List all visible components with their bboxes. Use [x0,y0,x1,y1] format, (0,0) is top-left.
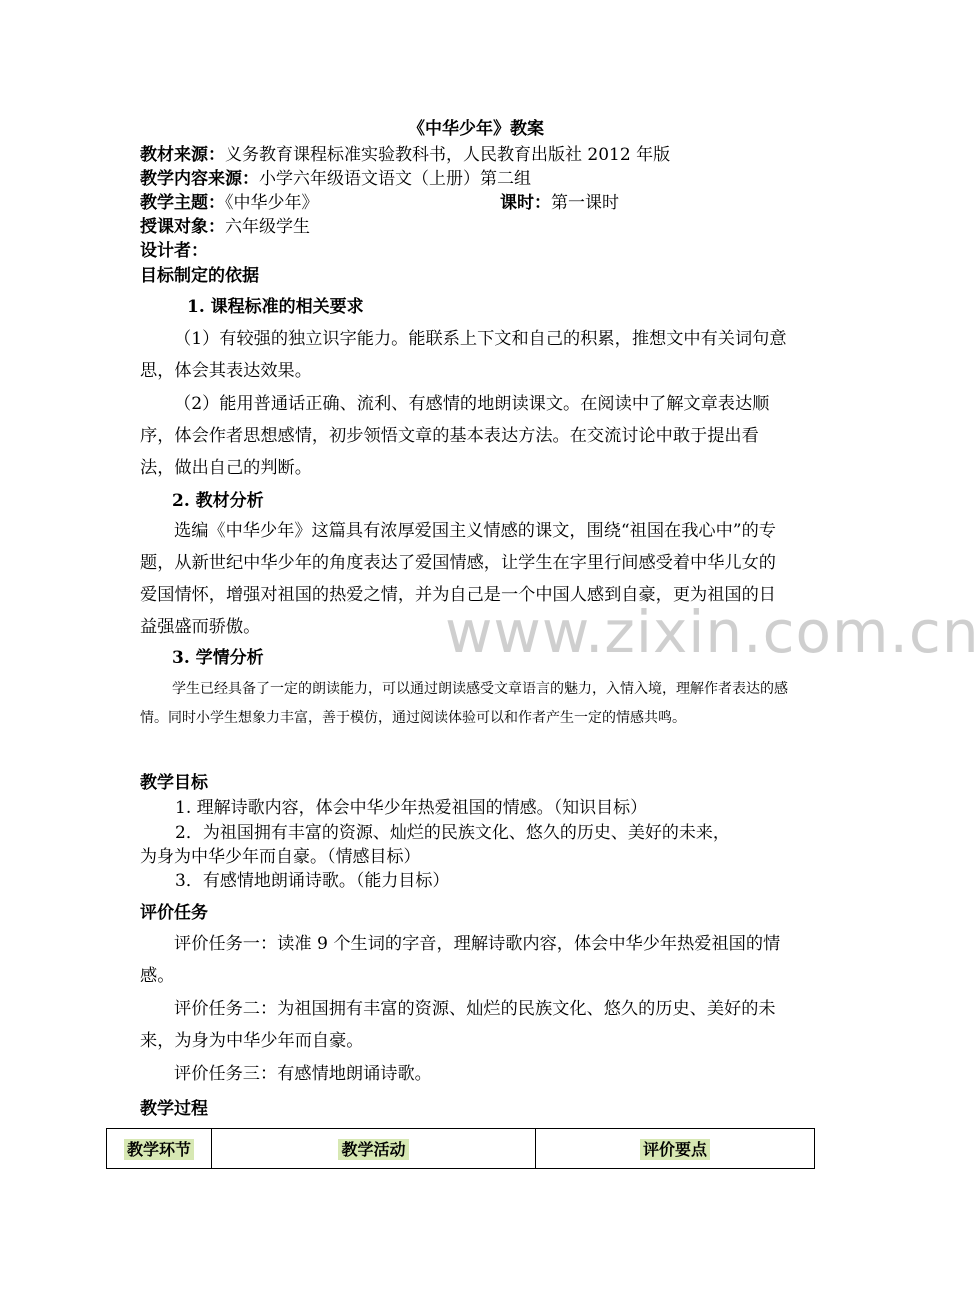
meta-period [500,191,619,215]
header-evaluation: 评价要点 [640,1139,710,1160]
section-3-paragraph: 学生已经具备了一定的朗读能力，可以通过朗读感受文章语言的魅力，入情入境，理解作者表达的感情。同时小学生想象力丰富，善于模仿，通过阅读体验可以和作者产生一定的情感共鸣。 [140,681,788,726]
eval-task-1: 评价任务一：读准 9 个生词的字音，理解诗歌内容，体会中华少年热爱祖国的情感。 [140,934,781,986]
meta-source [140,143,670,167]
document-title: 《中华少年》教案 [408,119,544,139]
section-2-heading: 2. 教材分析 [172,491,264,511]
goal-2-line-2: 为身为中华少年而自豪。（情感目标） [140,847,421,867]
meta-source-value: 义务教育课程标准实验教科书，人民教育出版社 2012 年版 [225,145,671,165]
meta-theme [140,191,319,215]
meta-period-label: 课时： [500,193,551,213]
eval-task-2: 评价任务二：为祖国拥有丰富的资源、灿烂的民族文化、悠久的历史、美好的未来，为身为中华少年而自豪。 [140,999,776,1051]
table-header-cell [212,1129,536,1169]
section-1-paragraph-2: （2）能用普通话正确、流利、有感情的地朗读课文。在阅读中了解文章表达顺序，体会作者思想感情，初步领悟文章的基本表达方法。在交流讨论中敢于提出看法，做出自己的判断。 [140,394,770,478]
meta-audience-label: 授课对象： [140,217,225,237]
meta-source-label: 教材来源： [140,145,225,165]
process-heading: 教学过程 [140,1099,208,1119]
meta-designer-label: 设计者： [140,241,208,261]
meta-theme-value: 《中华少年》 [225,193,319,213]
goals-heading: 教学目标 [140,773,208,793]
meta-audience [140,215,310,239]
section-2-paragraph: 选编《中华少年》这篇具有浓厚爱国主义情感的课文，围绕“祖国在我心中”的专题，从新世纪中华少年的角度表达了爱国情感，让学生在字里行间感受着中华儿女的爱国情怀，增强对祖国的热爱之情，并为自己是一个中国人感到自豪，更为祖国的日益强盛而骄傲。 [140,521,776,637]
section-3-heading: 3. 学情分析 [172,648,264,668]
meta-content-value: 小学六年级语文语文（上册）第二组 [259,169,531,189]
table-header-row [107,1129,815,1169]
watermark: www.zixin.com.cn [445,598,980,666]
header-step: 教学环节 [124,1139,194,1160]
table-header-cell [107,1129,212,1169]
goal-2-line-1: 2．为祖国拥有丰富的资源、灿烂的民族文化、悠久的历史、美好的未来， [175,823,730,843]
meta-content [140,167,531,191]
process-table [106,1128,815,1169]
section-1-heading: 1. 课程标准的相关要求 [187,297,364,317]
goal-1: 1. 理解诗歌内容，体会中华少年热爱祖国的情感。（知识目标） [175,798,648,818]
section-1-paragraph-1: （1）有较强的独立识字能力。能联系上下文和自己的积累，推想文中有关词句意思，体会其表达效果。 [140,329,787,381]
eval-heading: 评价任务 [140,903,208,923]
meta-period-value: 第一课时 [551,193,619,213]
table-header-cell [536,1129,815,1169]
basis-heading: 目标制定的依据 [140,266,259,286]
meta-content-label: 教学内容来源： [140,169,259,189]
eval-task-3: 评价任务三：有感情地朗诵诗歌。 [174,1064,432,1084]
meta-audience-value: 六年级学生 [225,217,310,237]
meta-theme-label: 教学主题： [140,193,225,213]
header-activity: 教学活动 [338,1139,408,1160]
goal-3: 3．有感情地朗诵诗歌。（能力目标） [175,871,450,891]
